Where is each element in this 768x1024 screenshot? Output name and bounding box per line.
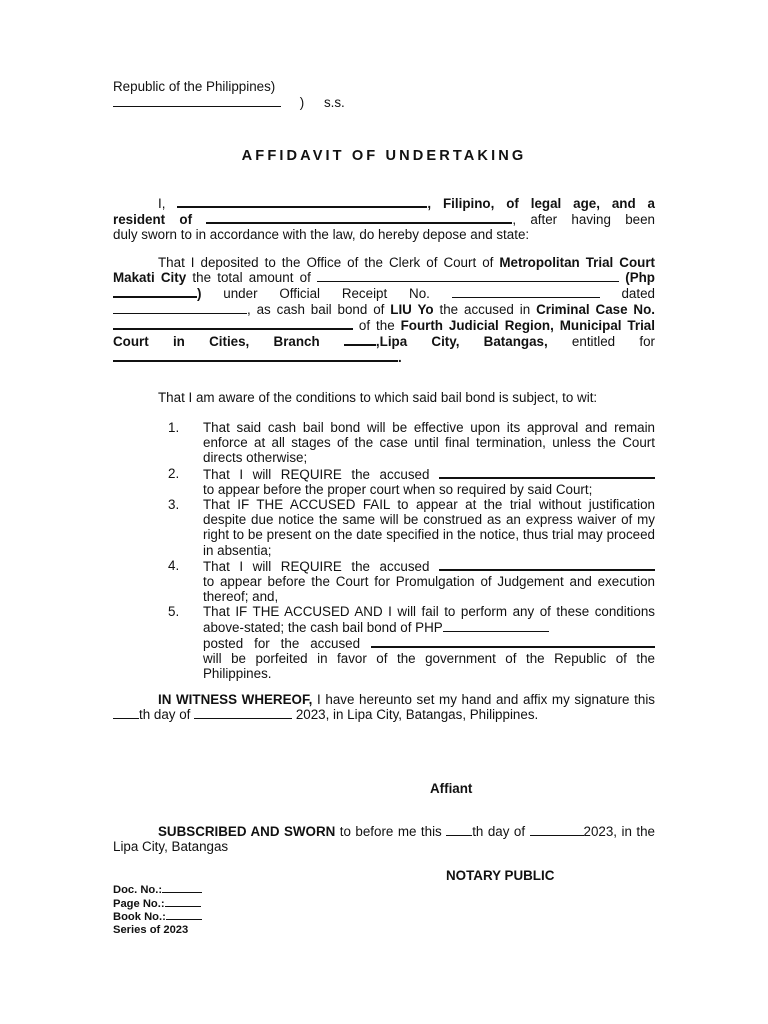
condition-item: 1. That said cash bail bond will be effective upon its approval and remain enforce at all stages of the case until final termination, unless the Court directs otherwise; <box>168 420 655 466</box>
page-no: Page No.: <box>113 897 202 911</box>
intro-filipino: , Filipino, of legal age, and a <box>427 196 655 211</box>
receipt-no-blank <box>452 286 600 298</box>
month-blank <box>194 707 292 719</box>
month-blank <box>530 824 584 836</box>
intro-paragraph <box>113 195 655 243</box>
intro-i: I, <box>158 196 166 211</box>
intro-after: , after having been <box>512 212 655 228</box>
php-amount-blank <box>443 620 549 632</box>
header-venue-line <box>113 95 345 110</box>
deposit-paragraph: That I deposited to the Office of the Clerk of Court of Metropolitan Trial Court Makati City the total amount of (Php) under Official Receipt No. dated , as cash bail bond of LIU Yo the accused in Criminal Case No. of the Fourth Judicial Region, Municipal Trial Court in Cities, Branch ,Lipa City, Batangas, entitled for . <box>113 255 655 366</box>
book-no: Book No.: <box>113 910 202 924</box>
doc-no: Doc. No.: <box>113 883 202 897</box>
case-no-blank <box>113 317 353 330</box>
witness-paragraph: IN WITNESS WHEREOF, I have hereunto set my hand and affix my signature this th day of 2023, in Lipa City, Batangas, Philippines. <box>113 692 655 722</box>
intro-line-1 <box>113 195 655 211</box>
amount-php-blank <box>113 285 197 298</box>
court-city: ,Lipa City, Batangas, <box>375 334 548 350</box>
affiant-label: Affiant <box>430 781 473 796</box>
court-name: Metropolitan Trial Court Makati City <box>113 255 655 286</box>
accused-name: LIU Yo <box>390 301 434 317</box>
intro-resident: resident of <box>113 212 193 228</box>
date-blank <box>113 302 247 314</box>
condition-item: 4. That I will REQUIRE the accused to appear before the Court for Promulgation of Judgement and execution thereof; and, <box>168 557 655 605</box>
branch-blank <box>344 333 376 346</box>
notary-public-label: NOTARY PUBLIC <box>446 868 555 883</box>
day-blank <box>446 824 472 836</box>
accused-blank <box>439 466 655 479</box>
day-blank <box>113 707 139 719</box>
intro-line-3: duly sworn to in accordance with the law, do hereby depose and state: <box>113 227 530 243</box>
series: Series of 2023 <box>113 923 189 936</box>
header-paren: ) <box>299 95 305 110</box>
conditions-list <box>113 420 655 681</box>
case-title-blank <box>113 349 398 362</box>
subscribed-paragraph: SUBSCRIBED AND SWORN to before me this th day of 2023, in the Lipa City, Batangas <box>113 824 655 855</box>
conditions-intro: That I am aware of the conditions to which said bail bond is subject, to wit: <box>158 390 598 405</box>
intro-line-2 <box>113 211 655 227</box>
condition-item: 2. That I will REQUIRE the accused to appear before the proper court when so required by said Court; <box>113 466 655 497</box>
header-republic: Republic of the Philippines) <box>113 79 276 94</box>
court-region: Fourth Judicial Region, Municipal Trial Court in Cities, Branch <box>113 317 655 350</box>
condition-item: 3. That IF THE ACCUSED FAIL to appear at the trial without justification despite due notice the same will be construed as an express waiver of my right to be present on the date specified in the notice, thus trial may proceed in absentia; <box>168 497 655 558</box>
condition-item: 5. That IF THE ACCUSED AND I will fail to perform any of these conditions above-stated; the cash bail bond of PHP posted for the accused will be porfeited in favor of the government of the Republic of the Philippines. <box>168 604 655 682</box>
residence-blank <box>206 211 512 224</box>
accused-blank <box>371 635 655 648</box>
affiant-name-blank <box>177 195 427 208</box>
notarial-register <box>113 883 202 936</box>
amount-words-blank <box>317 270 619 282</box>
document-title: AFFIDAVIT OF UNDERTAKING <box>241 148 527 164</box>
header-ss: s.s. <box>323 95 345 110</box>
criminal-case-label: Criminal Case No. <box>536 301 655 317</box>
accused-blank <box>439 558 655 571</box>
venue-blank <box>113 95 281 107</box>
